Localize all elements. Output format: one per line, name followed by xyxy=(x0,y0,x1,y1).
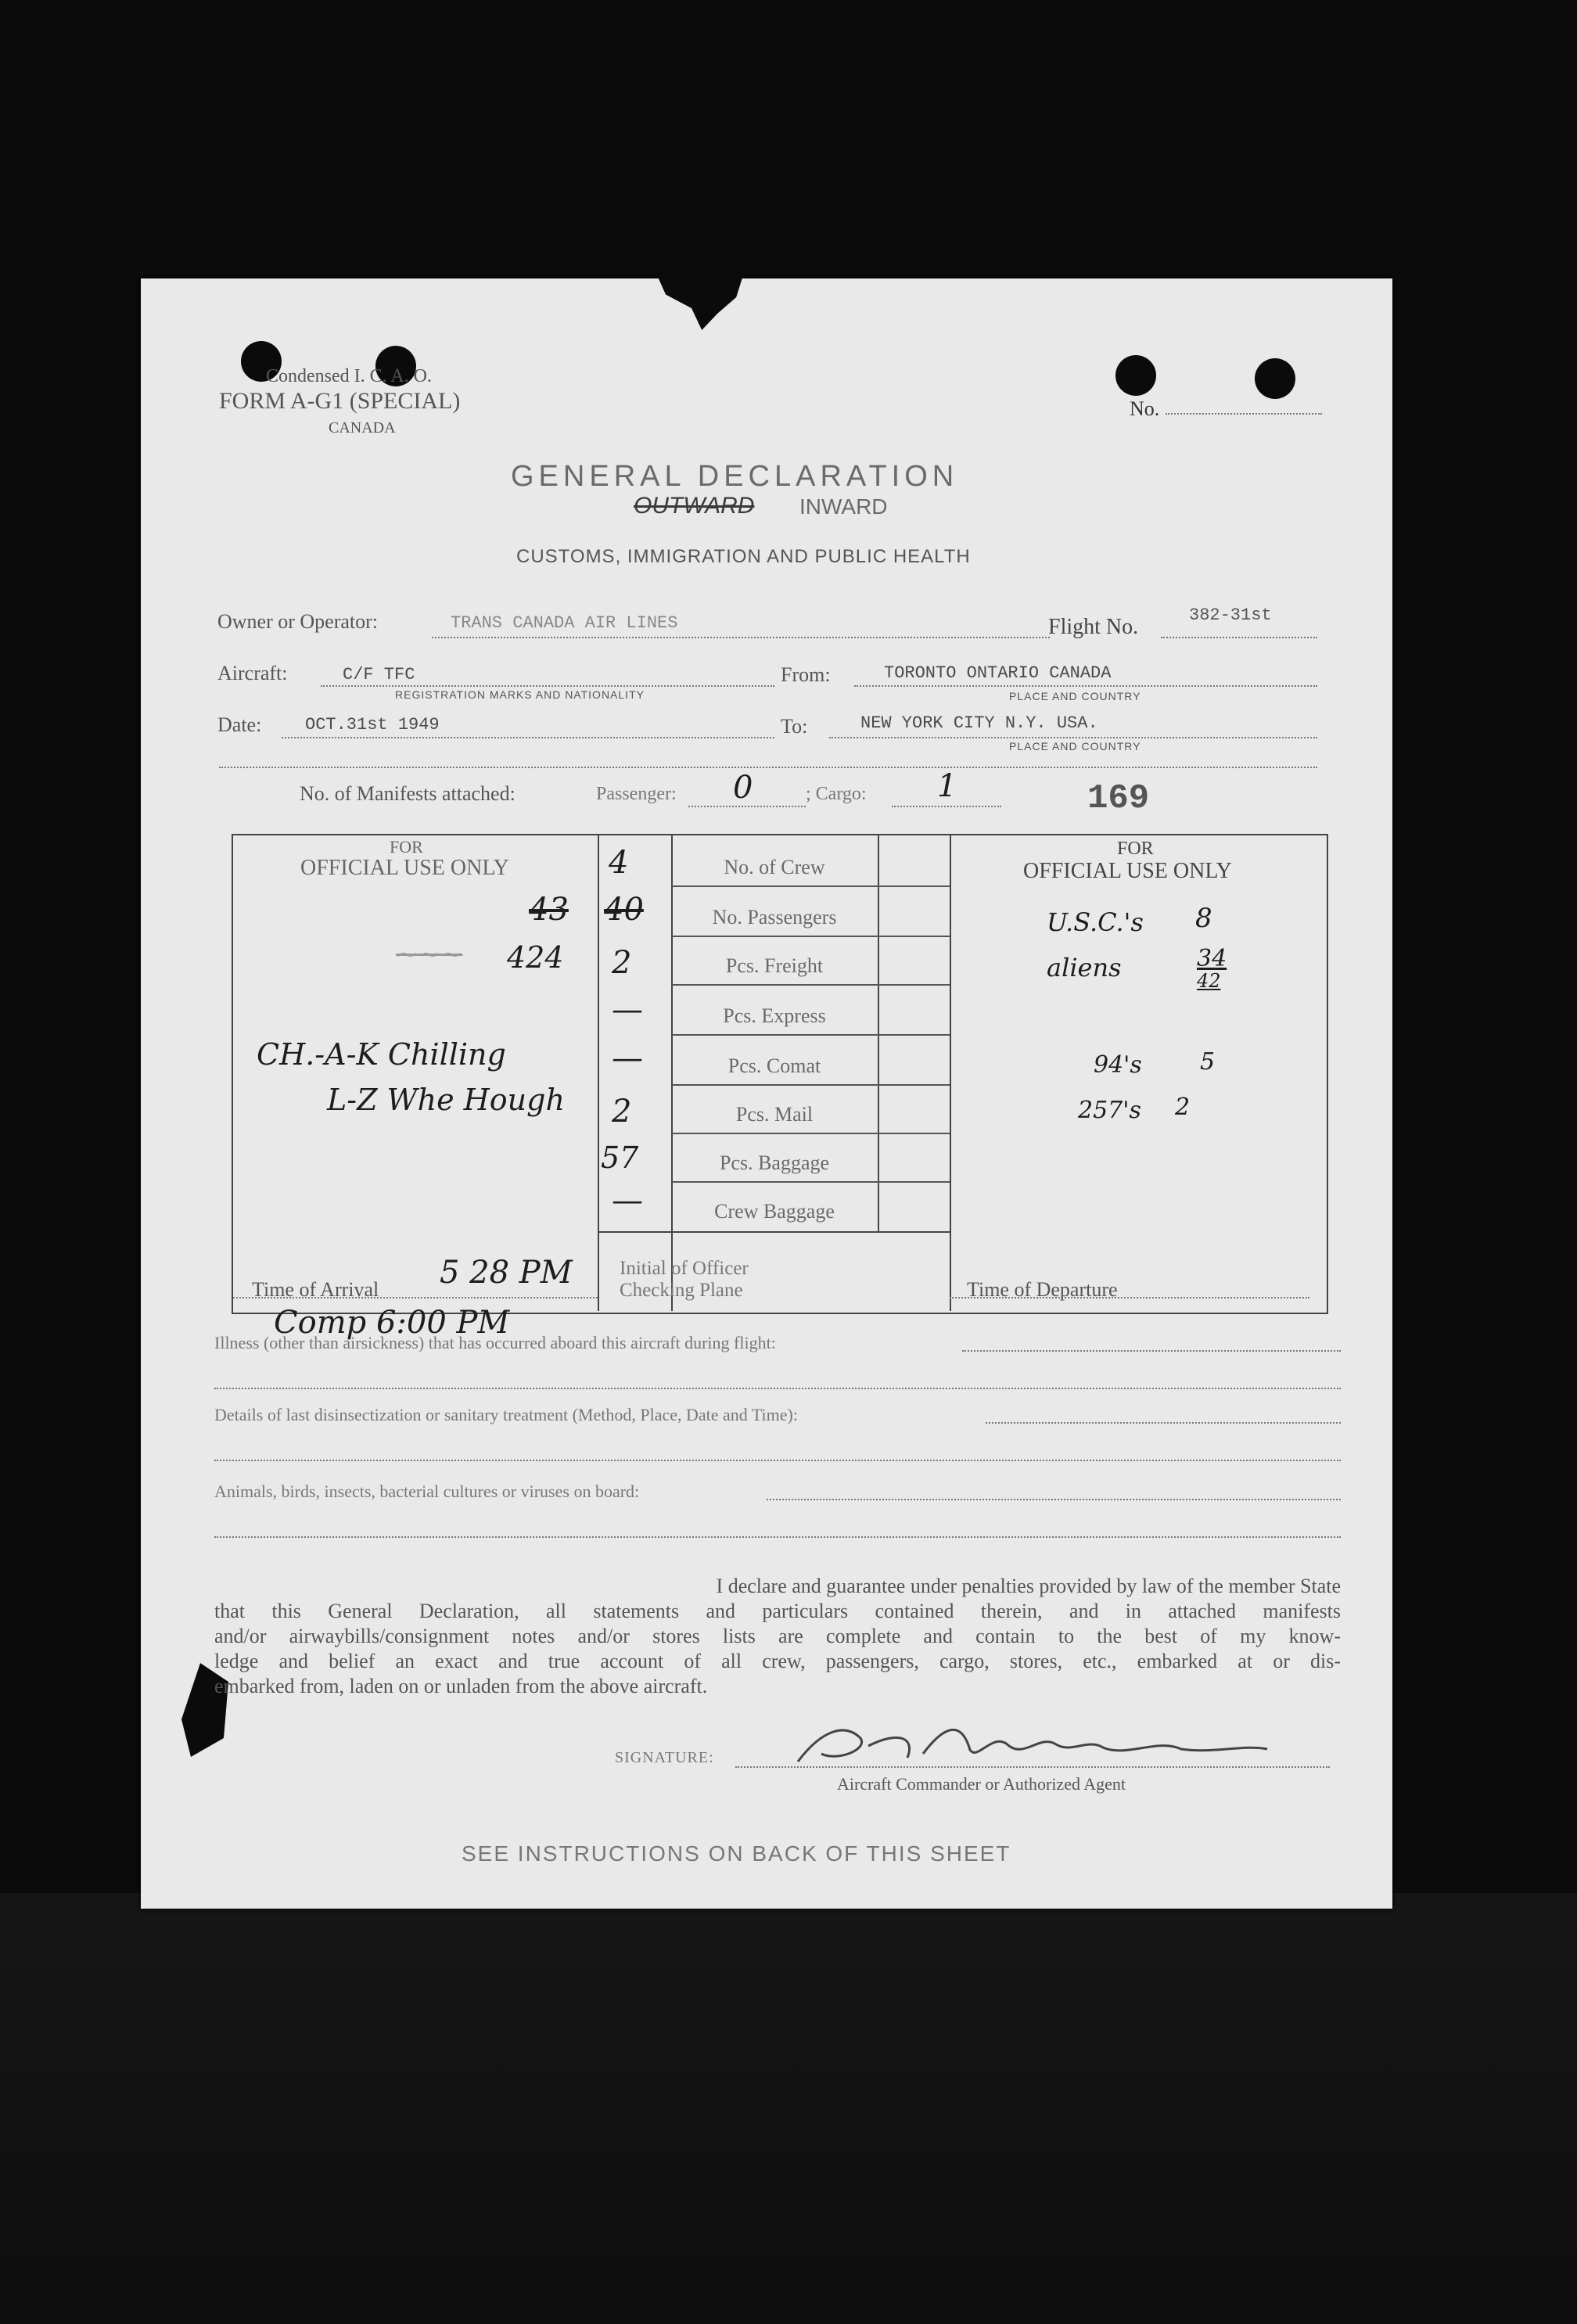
note-257-label: 257's xyxy=(1078,1097,1141,1124)
initial-label-1: Initial of Officer xyxy=(620,1258,749,1279)
row-label-comat: Pcs. Comat xyxy=(727,1054,821,1077)
from-value: TORONTO ONTARIO CANADA xyxy=(884,663,1112,683)
date-line xyxy=(282,737,774,738)
note-94-value: 5 xyxy=(1200,1048,1216,1076)
official-right: OFFICIAL USE ONLY xyxy=(1023,859,1232,883)
manifests-label: No. of Manifests attached: xyxy=(300,782,515,805)
value-crew-baggage: — xyxy=(612,1183,643,1219)
owner-line xyxy=(432,637,1050,638)
value-freight: 2 xyxy=(612,945,632,981)
note-aliens-value: 34 xyxy=(1197,945,1227,972)
value-baggage: 57 xyxy=(601,1140,639,1175)
for-left: FOR xyxy=(390,837,423,857)
note-usc-value: 8 xyxy=(1195,903,1212,934)
signature-scrawl xyxy=(790,1715,1275,1769)
note-aliens-label: aliens xyxy=(1047,953,1122,982)
time-departure-label: Time of Departure xyxy=(967,1278,1118,1301)
note-94-label: 94's xyxy=(1094,1051,1142,1079)
value-crew: 4 xyxy=(609,845,629,881)
punch-hole xyxy=(1255,358,1295,399)
disinsection-label: Details of last disinsectization or sanitary treatment (Method, Place, Date and Time): xyxy=(214,1405,798,1424)
registration-caption: REGISTRATION MARKS AND NATIONALITY xyxy=(395,688,645,701)
to-line xyxy=(829,737,1317,738)
passenger-line xyxy=(688,806,806,807)
section-divider xyxy=(219,767,1317,768)
form-title: GENERAL DECLARATION xyxy=(511,460,959,493)
value-passengers: 40 xyxy=(604,892,644,928)
owner-value: TRANS CANADA AIR LINES xyxy=(451,613,678,633)
no-label: No. xyxy=(1130,397,1160,420)
comp-note: Comp 6:00 PM xyxy=(274,1305,510,1341)
row-label-express: Pcs. Express xyxy=(723,1004,826,1027)
aircraft-value: C/F TFC xyxy=(343,665,415,684)
value-comat: — xyxy=(612,1040,643,1076)
signature-label: SIGNATURE: xyxy=(615,1749,714,1766)
icao-condensed: Condensed I. C. A. O. xyxy=(266,366,432,386)
aircraft-label: Aircraft: xyxy=(217,662,288,684)
official-use-table xyxy=(232,834,1328,1314)
note-usc-label: U.S.C.'s xyxy=(1047,907,1144,937)
row-label-mail: Pcs. Mail xyxy=(735,1103,814,1126)
initial-label-2: Checking Plane xyxy=(620,1280,743,1301)
struck-number: 43 xyxy=(529,892,569,928)
film-background-band xyxy=(0,1893,1577,2324)
footer-instructions: SEE INSTRUCTIONS ON BACK OF THIS SHEET xyxy=(462,1841,1011,1866)
from-label: From: xyxy=(781,663,831,686)
date-label: Date: xyxy=(217,713,262,736)
place-caption-2: PLACE AND COUNTRY xyxy=(1009,740,1141,753)
note-257-value: 2 xyxy=(1175,1094,1191,1121)
to-value: NEW YORK CITY N.Y. USA. xyxy=(860,713,1098,733)
time-arrival-label: Time of Arrival xyxy=(252,1278,379,1301)
flight-value: 382-31st xyxy=(1189,605,1272,625)
official-left: OFFICIAL USE ONLY xyxy=(300,856,509,880)
row-label-crew: No. of Crew xyxy=(724,856,825,878)
cargo-line xyxy=(892,806,1001,807)
from-line xyxy=(854,685,1317,687)
direction-inward: INWARD xyxy=(799,494,888,519)
form-subtitle: CUSTOMS, IMMIGRATION AND PUBLIC HEALTH xyxy=(516,546,971,567)
direction-struck: OUTWARD xyxy=(634,493,755,519)
illness-label: Illness (other than airsickness) that has occurred aboard this aircraft during flight: xyxy=(214,1333,776,1352)
owner-label: Owner or Operator: xyxy=(217,610,379,633)
passenger-label: Passenger: xyxy=(596,784,677,804)
date-value: OCT.31st 1949 xyxy=(305,715,440,735)
cargo-label: ; Cargo: xyxy=(806,784,867,804)
cargo-value: 1 xyxy=(937,768,957,804)
punch-hole xyxy=(1115,355,1156,396)
note-line1: CH.-A-K Chilling xyxy=(257,1037,506,1072)
place-caption-1: PLACE AND COUNTRY xyxy=(1009,690,1141,702)
flight-line xyxy=(1161,637,1317,638)
note-aliens-total: 42 xyxy=(1197,970,1221,992)
row-label-passengers: No. Passengers xyxy=(712,906,837,929)
row-label-crew-baggage: Crew Baggage xyxy=(714,1200,835,1223)
general-declaration-sheet xyxy=(141,278,1392,1909)
declaration-statement: I declare and guarantee under penalties provided by law of the member State that this General Declaration, all statements and particulars contained therein, and in attached manifests and/or airwaybills/consignment notes and/or stores lists are complete and contain to the best of my know- ledge and belief an exact and true account of all crew, passengers, cargo, stores, etc., embarked at or dis- embarked from, laden on or unladen from the above aircraft. xyxy=(214,1575,1341,1697)
form-country: CANADA xyxy=(329,419,396,436)
stamp-number: 169 xyxy=(1087,779,1150,818)
aircraft-line xyxy=(321,685,774,687)
passenger-value: 0 xyxy=(733,770,753,806)
for-right: FOR xyxy=(1117,839,1154,859)
value-mail: 2 xyxy=(612,1094,632,1130)
form-id: FORM A-G1 (SPECIAL) xyxy=(219,388,461,414)
to-label: To: xyxy=(781,715,808,738)
note-line2: L-Z Whe Hough xyxy=(327,1083,565,1117)
value-express: — xyxy=(612,992,643,1028)
time-arrival-value: 5 28 PM xyxy=(440,1255,573,1291)
note-top: 424 xyxy=(507,940,564,975)
scribble: ~~~ xyxy=(396,939,463,970)
signature-caption: Aircraft Commander or Authorized Agent xyxy=(837,1774,1126,1794)
row-label-baggage: Pcs. Baggage xyxy=(719,1151,830,1174)
no-line xyxy=(1166,413,1322,415)
row-label-freight: Pcs. Freight xyxy=(725,954,824,977)
torn-edge xyxy=(657,275,743,330)
flight-label: Flight No. xyxy=(1048,615,1139,639)
animals-label: Animals, birds, insects, bacterial cultures or viruses on board: xyxy=(214,1482,640,1501)
